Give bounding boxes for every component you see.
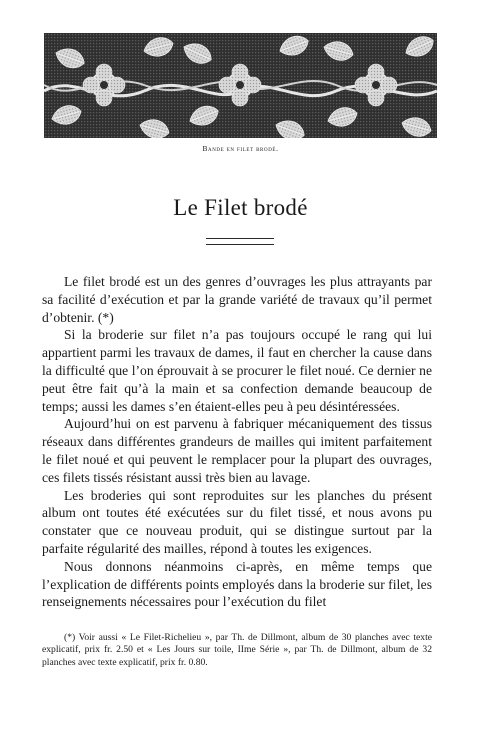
embroidered-net-band-image	[44, 33, 437, 138]
figure-caption: Bande en filet brodé.	[202, 144, 279, 153]
paragraph-4: Les broderies qui sont reproduites sur les planches du présent album ont toutes été exécutées sur du filet tissé, et nous avons pu constater que ce nouveau produit, qui se distingue surtout par la parfaite régularité des mailles, répond à toutes les exigences.	[42, 487, 432, 556]
paragraph-3: Aujourd’hui on est parvenu à fabriquer mécaniquement des tissus réseaux dans différentes grandeurs de mailles qui imitent parfaitement le filet noué et qui peuvent le remplacer pour la plupart des ouvrages, ces filets tissés résistant aussi très bien au lavage.	[42, 416, 432, 485]
footnote	[42, 632, 432, 669]
paragraph-2: Si la broderie sur filet n’a pas toujours occupé le rang qui lui appartient parmi les travaux de dames, il faut en chercher la cause dans la difficulté que l’on éprouvait à se procurer le filet noué. Ce dernier ne peut être fait qu’à la main et sa confection demande beaucoup de temps; aussi les dames s’en étaient-elles peu à peu désintéressées.	[42, 327, 432, 414]
paragraph-1: Le filet brodé est un des genres d’ouvrages les plus attrayants par sa facilité d’exécution et par la grande variété de travaux qu’il permet d’obtenir. (*)	[42, 274, 432, 325]
body-text	[42, 273, 432, 611]
footnote-text: (*) Voir aussi « Le Filet-Richelieu », par Th. de Dillmont, album de 30 planches avec texte explicatif, prix fr. 2.50 et « Les Jours sur toile, IIme Série », par Th. de Dillmont, album de 32 planches avec texte explicatif, prix fr. 0.80.	[42, 632, 432, 668]
title-divider-rule	[206, 238, 274, 245]
page-title: Le Filet brodé	[173, 195, 308, 220]
paragraph-5: Nous donnons néanmoins ci-après, en même temps que l’explication de différents points employés dans la broderie sur filet, les renseignements nécessaires pour l’exécution du filet	[42, 558, 432, 610]
